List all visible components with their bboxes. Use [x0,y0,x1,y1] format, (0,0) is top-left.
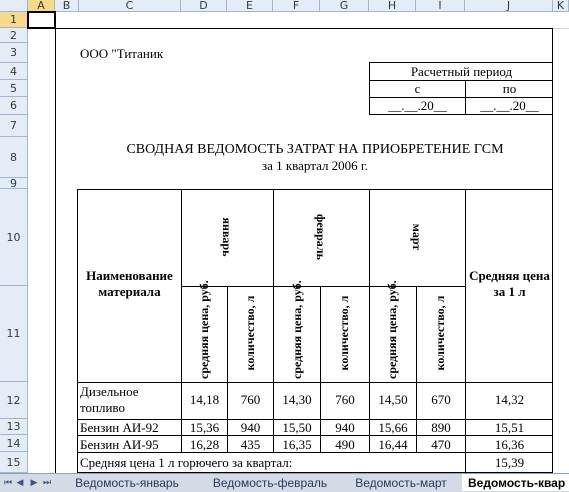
table-cell[interactable]: 890 [431,420,451,435]
table-cell[interactable]: 16,44 [378,437,408,452]
table-cell[interactable]: 15,50 [282,420,312,435]
period-from-date[interactable]: __.__.20__ [388,98,447,113]
table-cell[interactable]: 14,30 [282,392,312,407]
table-cell[interactable]: 14,18 [189,392,220,407]
avg-price-header: Средняя цена за 1 л [469,268,550,299]
table-cell[interactable]: 15,36 [189,420,220,435]
tab-sheet-feb[interactable]: Ведомость-февраль [212,475,328,490]
row-header-14[interactable]: 14 [0,435,28,452]
period-title: Расчетный период [410,64,513,79]
table-cell[interactable]: 470 [431,437,451,452]
select-all-corner[interactable] [0,0,28,12]
table-cell[interactable]: 490 [335,437,355,452]
tab-sheet-mar[interactable]: Ведомость-март [355,475,447,490]
row-header-15[interactable]: 15 [0,452,28,473]
period-from-label: с [414,81,421,96]
sub-price-feb: средняя цена, руб. [290,280,304,379]
sub-qty-jan: количество, л [243,295,257,371]
sub-qty-feb: количество, л [337,295,351,371]
tab-sheet-jan[interactable]: Ведомость-январь [75,475,179,490]
sheet-tab-bar [0,473,569,492]
col-header-k[interactable]: K [553,0,569,12]
active-cell-a1[interactable] [27,11,56,29]
row-header-9[interactable]: 9 [0,178,28,189]
month-header-mar: март [410,223,424,251]
month-header-jan: январь [220,217,234,257]
row-header-10[interactable]: 10 [0,189,28,286]
table-cell[interactable]: 940 [335,420,355,435]
row-name-diesel[interactable]: Дизельное топливо [80,384,139,415]
table-cell[interactable]: 760 [335,392,355,407]
table-cell-avg[interactable]: 16,36 [494,437,525,452]
first-sheet-icon[interactable]: ⏮ [3,477,13,488]
col-header-c[interactable]: C [79,0,181,12]
col-header-a[interactable]: A [28,0,55,12]
table-cell[interactable]: 435 [240,437,261,452]
report-subtitle: за 1 квартал 2006 г. [261,158,369,173]
row-header-13[interactable]: 13 [0,419,28,435]
row-name-ai95[interactable]: Бензин АИ-95 [80,437,159,452]
col-header-f[interactable]: F [273,0,320,12]
col-header-h[interactable]: H [369,0,416,12]
period-to-date[interactable]: __.__.20__ [480,98,539,113]
total-label[interactable]: Средняя цена 1 л горючего за квартал: [80,455,293,470]
table-cell[interactable]: 16,35 [282,437,312,452]
sub-price-mar: средняя цена, руб. [385,280,399,379]
row-header-11[interactable]: 11 [0,286,28,382]
last-sheet-icon[interactable]: ⏭ [42,477,52,488]
col-header-d[interactable]: D [181,0,227,12]
total-value[interactable]: 15,39 [494,455,525,470]
row-header-7[interactable]: 7 [0,115,28,137]
col-header-g[interactable]: G [320,0,369,12]
company-name: ООО "Титаник [80,46,164,61]
col-header-i[interactable]: I [416,0,465,12]
table-cell[interactable]: 14,50 [378,392,408,407]
table-cell-avg[interactable]: 14,32 [494,392,525,407]
sub-price-jan: средняя цена, руб. [197,280,211,379]
period-to-label: по [502,81,517,96]
table-cell-avg[interactable]: 15,51 [494,420,525,435]
row-header-1[interactable]: 1 [0,12,28,28]
table-cell[interactable]: 670 [431,392,451,407]
row-header-5[interactable]: 5 [0,80,28,97]
next-sheet-icon[interactable]: ▶ [30,477,38,488]
row-header-12[interactable]: 12 [0,382,28,419]
table-cell[interactable]: 940 [240,420,261,435]
row-header-6[interactable]: 6 [0,97,28,115]
col-header-j[interactable]: J [465,0,553,12]
table-cell[interactable]: 15,66 [378,420,408,435]
sub-qty-mar: количество, л [433,295,447,371]
row-header-8[interactable]: 8 [0,137,28,178]
table-cell[interactable]: 760 [240,392,261,407]
col-header-e[interactable]: E [227,0,273,12]
month-header-feb: февраль [314,214,328,260]
material-name-header: Наименование материала [86,268,173,299]
prev-sheet-icon[interactable]: ◀ [16,477,24,488]
row-header-4[interactable]: 4 [0,63,28,80]
row-header-3[interactable]: 3 [0,43,28,63]
report-title: СВОДНАЯ ВЕДОМОСТЬ ЗАТРАТ НА ПРИОБРЕТЕНИЕ ГСМ [126,142,504,157]
table-cell[interactable]: 16,28 [189,437,220,452]
row-name-ai92[interactable]: Бензин АИ-92 [80,420,159,435]
col-header-b[interactable]: B [55,0,79,12]
tab-sheet-quarter[interactable]: Ведомость-квар [462,474,569,491]
row-header-2[interactable]: 2 [0,28,28,43]
